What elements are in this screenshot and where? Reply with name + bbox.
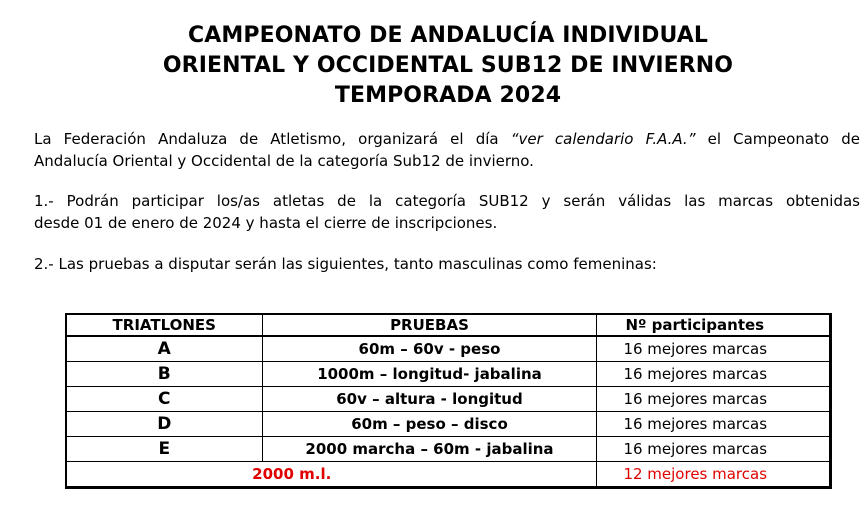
table-row [66, 437, 831, 462]
pruebas-cell: 60v – altura - longitud [262, 387, 597, 412]
title-line-1: CAMPEONATO DE ANDALUCÍA INDIVIDUAL [188, 23, 708, 48]
table-row [66, 412, 831, 437]
final-prueba-cell [66, 462, 597, 488]
rule-2-paragraph [34, 253, 860, 275]
rule-2-line-1: 2.- Las pruebas a disputar serán las siguientes, tanto masculinas como femeninas: [34, 255, 657, 273]
rule-1-paragraph [34, 190, 860, 234]
header-pruebas: PRUEBAS [262, 314, 597, 336]
triatlon-cell: B [66, 362, 262, 387]
header-triatlones: TRIATLONES [66, 314, 262, 336]
intro-calendar-reference: “ver calendario F.A.A.” [510, 130, 696, 148]
participantes-cell: 16 mejores marcas [597, 437, 831, 462]
title-line-2: ORIENTAL Y OCCIDENTAL SUB12 DE INVIERNO [162, 53, 734, 78]
pruebas-cell: 1000m – longitud- jabalina [262, 362, 597, 387]
intro-line-1 [34, 128, 860, 150]
participantes-cell: 16 mejores marcas [597, 387, 831, 412]
participantes-cell: 16 mejores marcas [597, 362, 831, 387]
final-prueba-label: 2000 m.l. [252, 465, 332, 483]
participantes-cell: 16 mejores marcas [597, 336, 831, 362]
intro-paragraph [34, 128, 860, 172]
triatlon-cell: C [66, 387, 262, 412]
participantes-cell: 16 mejores marcas [597, 412, 831, 437]
triatlon-cell: A [66, 336, 262, 362]
title-line-3: TEMPORADA 2024 [334, 83, 562, 108]
table-row-final [66, 462, 831, 488]
intro-text-end: el Campeonato de [695, 130, 860, 148]
pruebas-cell: 60m – peso – disco [262, 412, 597, 437]
intro-text-start: La Federación Andaluza de Atletismo, organizará el día [34, 130, 511, 148]
pruebas-cell: 2000 marcha – 60m - jabalina [262, 437, 597, 462]
table-row [66, 336, 831, 362]
final-participantes-cell: 12 mejores marcas [597, 462, 831, 488]
pruebas-cell: 60m – 60v - peso [262, 336, 597, 362]
table-header-row [66, 314, 831, 336]
events-table [65, 313, 832, 489]
table-row [66, 362, 831, 387]
document-title [0, 21, 864, 111]
triatlon-cell: E [66, 437, 262, 462]
rule-1-line-1: 1.- Podrán participar los/as atletas de la categoría SUB12 y serán válidas las marcas obtenidas [34, 192, 860, 210]
header-participantes: Nº participantes [597, 314, 831, 336]
intro-line-2: Andalucía Oriental y Occidental de la categoría Sub12 de invierno. [34, 152, 534, 170]
triatlon-cell: D [66, 412, 262, 437]
table-row [66, 387, 831, 412]
rule-1-line-2: desde 01 de enero de 2024 y hasta el cierre de inscripciones. [34, 214, 498, 232]
